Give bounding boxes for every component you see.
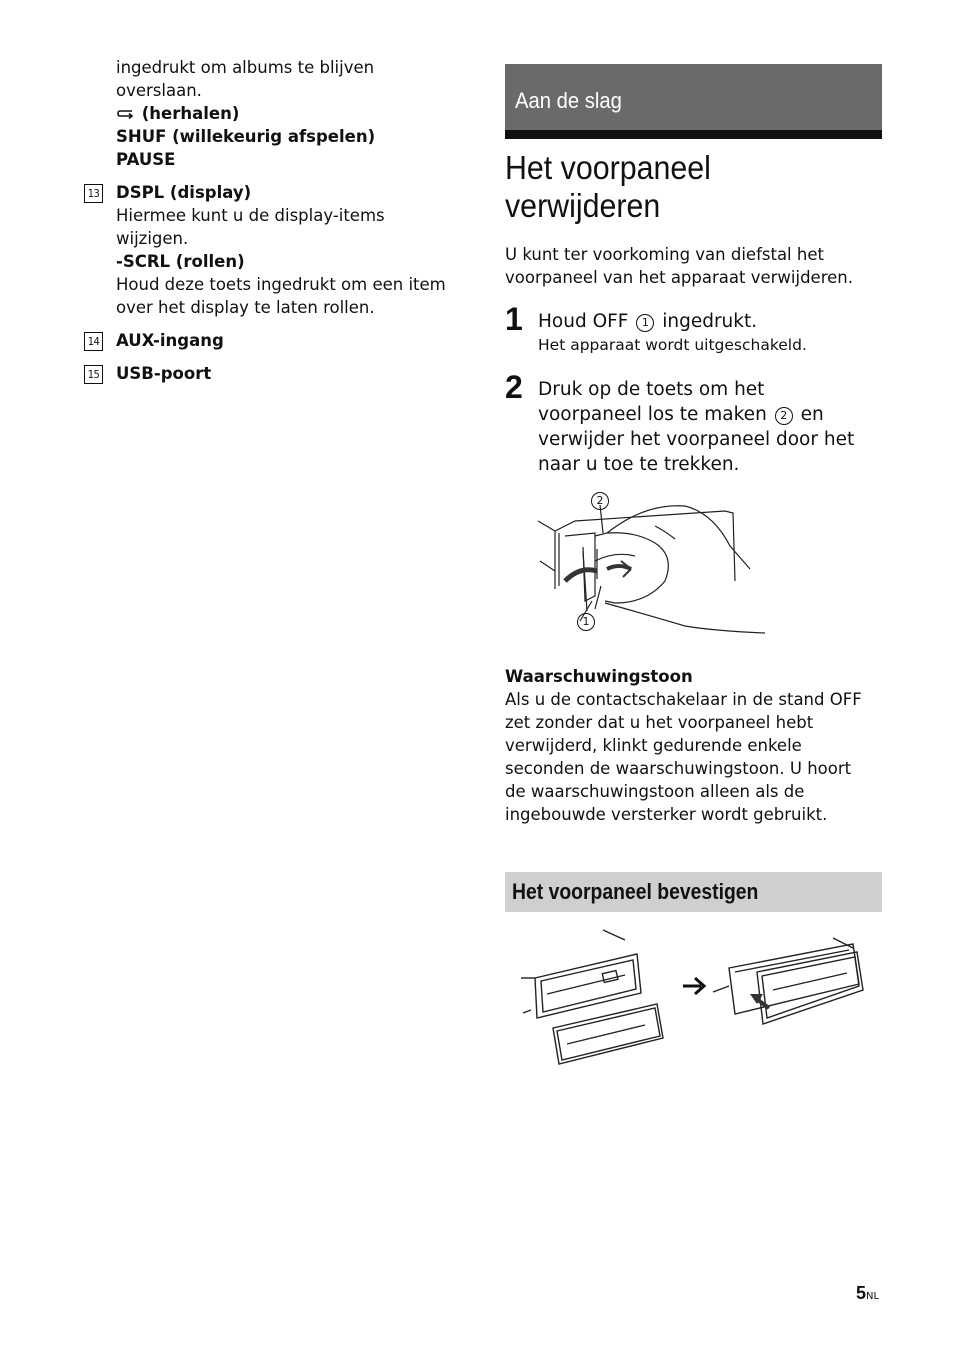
attach-panel-illustration xyxy=(517,928,882,1072)
item-subtitle: -SCRL (rollen) xyxy=(116,252,245,271)
repeat-icon xyxy=(116,104,142,123)
step-title xyxy=(538,309,882,334)
heading-line-1: Het voorpaneel xyxy=(505,149,711,186)
page-heading xyxy=(505,149,852,225)
item-title: USB-poort xyxy=(116,364,212,383)
callout-circle: 2 xyxy=(775,407,793,425)
list-item xyxy=(84,362,464,385)
item-title: AUX-ingang xyxy=(116,331,224,350)
repeat-label: (herhalen) xyxy=(141,104,240,123)
step1-title-pre: Houd OFF xyxy=(538,311,629,332)
step1-title-post: ingedrukt. xyxy=(662,311,758,332)
item-sub-desc-line-1: Houd deze toets ingedrukt om een item xyxy=(116,275,446,294)
item-sub-desc-line-2: over het display te laten rollen. xyxy=(116,298,375,317)
step2-line-2-pre: voorpaneel los te maken xyxy=(538,404,767,425)
intro-line-2: voorpaneel van het apparaat verwijderen. xyxy=(505,268,853,287)
section-header-dark xyxy=(505,64,882,139)
warning-line: Als u de contactschakelaar in de stand OFF xyxy=(505,690,862,709)
warning-block xyxy=(505,665,882,826)
item-desc-line-2: wijzigen. xyxy=(116,229,189,248)
item-number-box: 13 xyxy=(84,184,103,203)
step-1 xyxy=(505,301,882,356)
section-header-text: Aan de slag xyxy=(515,88,622,113)
list-item xyxy=(84,329,464,352)
warning-line: ingebouwde versterker wordt gebruikt. xyxy=(505,805,828,824)
page-number-suffix: NL xyxy=(866,1291,880,1302)
step2-line-2-post: en xyxy=(800,404,824,425)
right-column xyxy=(505,64,882,1072)
intro-line-1: U kunt ter voorkoming van diefstal het xyxy=(505,245,824,264)
step-desc: Het apparaat wordt uitgeschakeld. xyxy=(538,336,807,354)
warning-line: verwijderd, klinkt gedurende enkele xyxy=(505,736,802,755)
section-header-light xyxy=(505,872,882,912)
item-number-box: 15 xyxy=(84,365,103,384)
item-number-box: 14 xyxy=(84,332,103,351)
page-number-value: 5 xyxy=(856,1283,867,1303)
item-title: DSPL (display) xyxy=(116,183,252,202)
step-2 xyxy=(505,369,882,477)
heading-line-2: verwijderen xyxy=(505,187,661,224)
remove-panel-illustration xyxy=(535,491,795,641)
list-item xyxy=(84,181,464,319)
page-number xyxy=(856,1283,879,1304)
section-header-text: Het voorpaneel bevestigen xyxy=(512,879,759,904)
step-number: 2 xyxy=(505,369,523,405)
intro-paragraph xyxy=(505,243,882,289)
warning-line: zet zonder dat u het voorpaneel hebt xyxy=(505,713,814,732)
step2-line-3: verwijder het voorpaneel door het xyxy=(538,429,855,450)
warning-line: de waarschuwingstoon alleen als de xyxy=(505,782,805,801)
shuffle-option: SHUF (willekeurig afspelen) xyxy=(116,127,376,146)
attach-panel-drawing xyxy=(517,928,877,1068)
warning-title: Waarschuwingstoon xyxy=(505,667,693,686)
repeat-option xyxy=(84,102,464,125)
pause-option: PAUSE xyxy=(116,150,176,169)
step2-line-2 xyxy=(538,402,882,427)
hand-removing-panel-drawing xyxy=(535,491,795,641)
warning-line: seconden de waarschuwingstoon. U hoort xyxy=(505,759,852,778)
continued-text-line-2: overslaan. xyxy=(116,81,202,100)
item-desc-line-1: Hiermee kunt u de display-items xyxy=(116,206,385,225)
left-column xyxy=(84,56,464,385)
step2-line-4: naar u toe te trekken. xyxy=(538,454,740,475)
callout-circle: 1 xyxy=(636,314,654,332)
figure-callout-2: 2 xyxy=(591,492,609,510)
step-number: 1 xyxy=(505,301,523,337)
continued-text-line-1: ingedrukt om albums te blijven xyxy=(116,58,375,77)
figure-callout-1: 1 xyxy=(577,613,595,631)
step2-line-1: Druk op de toets om het xyxy=(538,379,765,400)
